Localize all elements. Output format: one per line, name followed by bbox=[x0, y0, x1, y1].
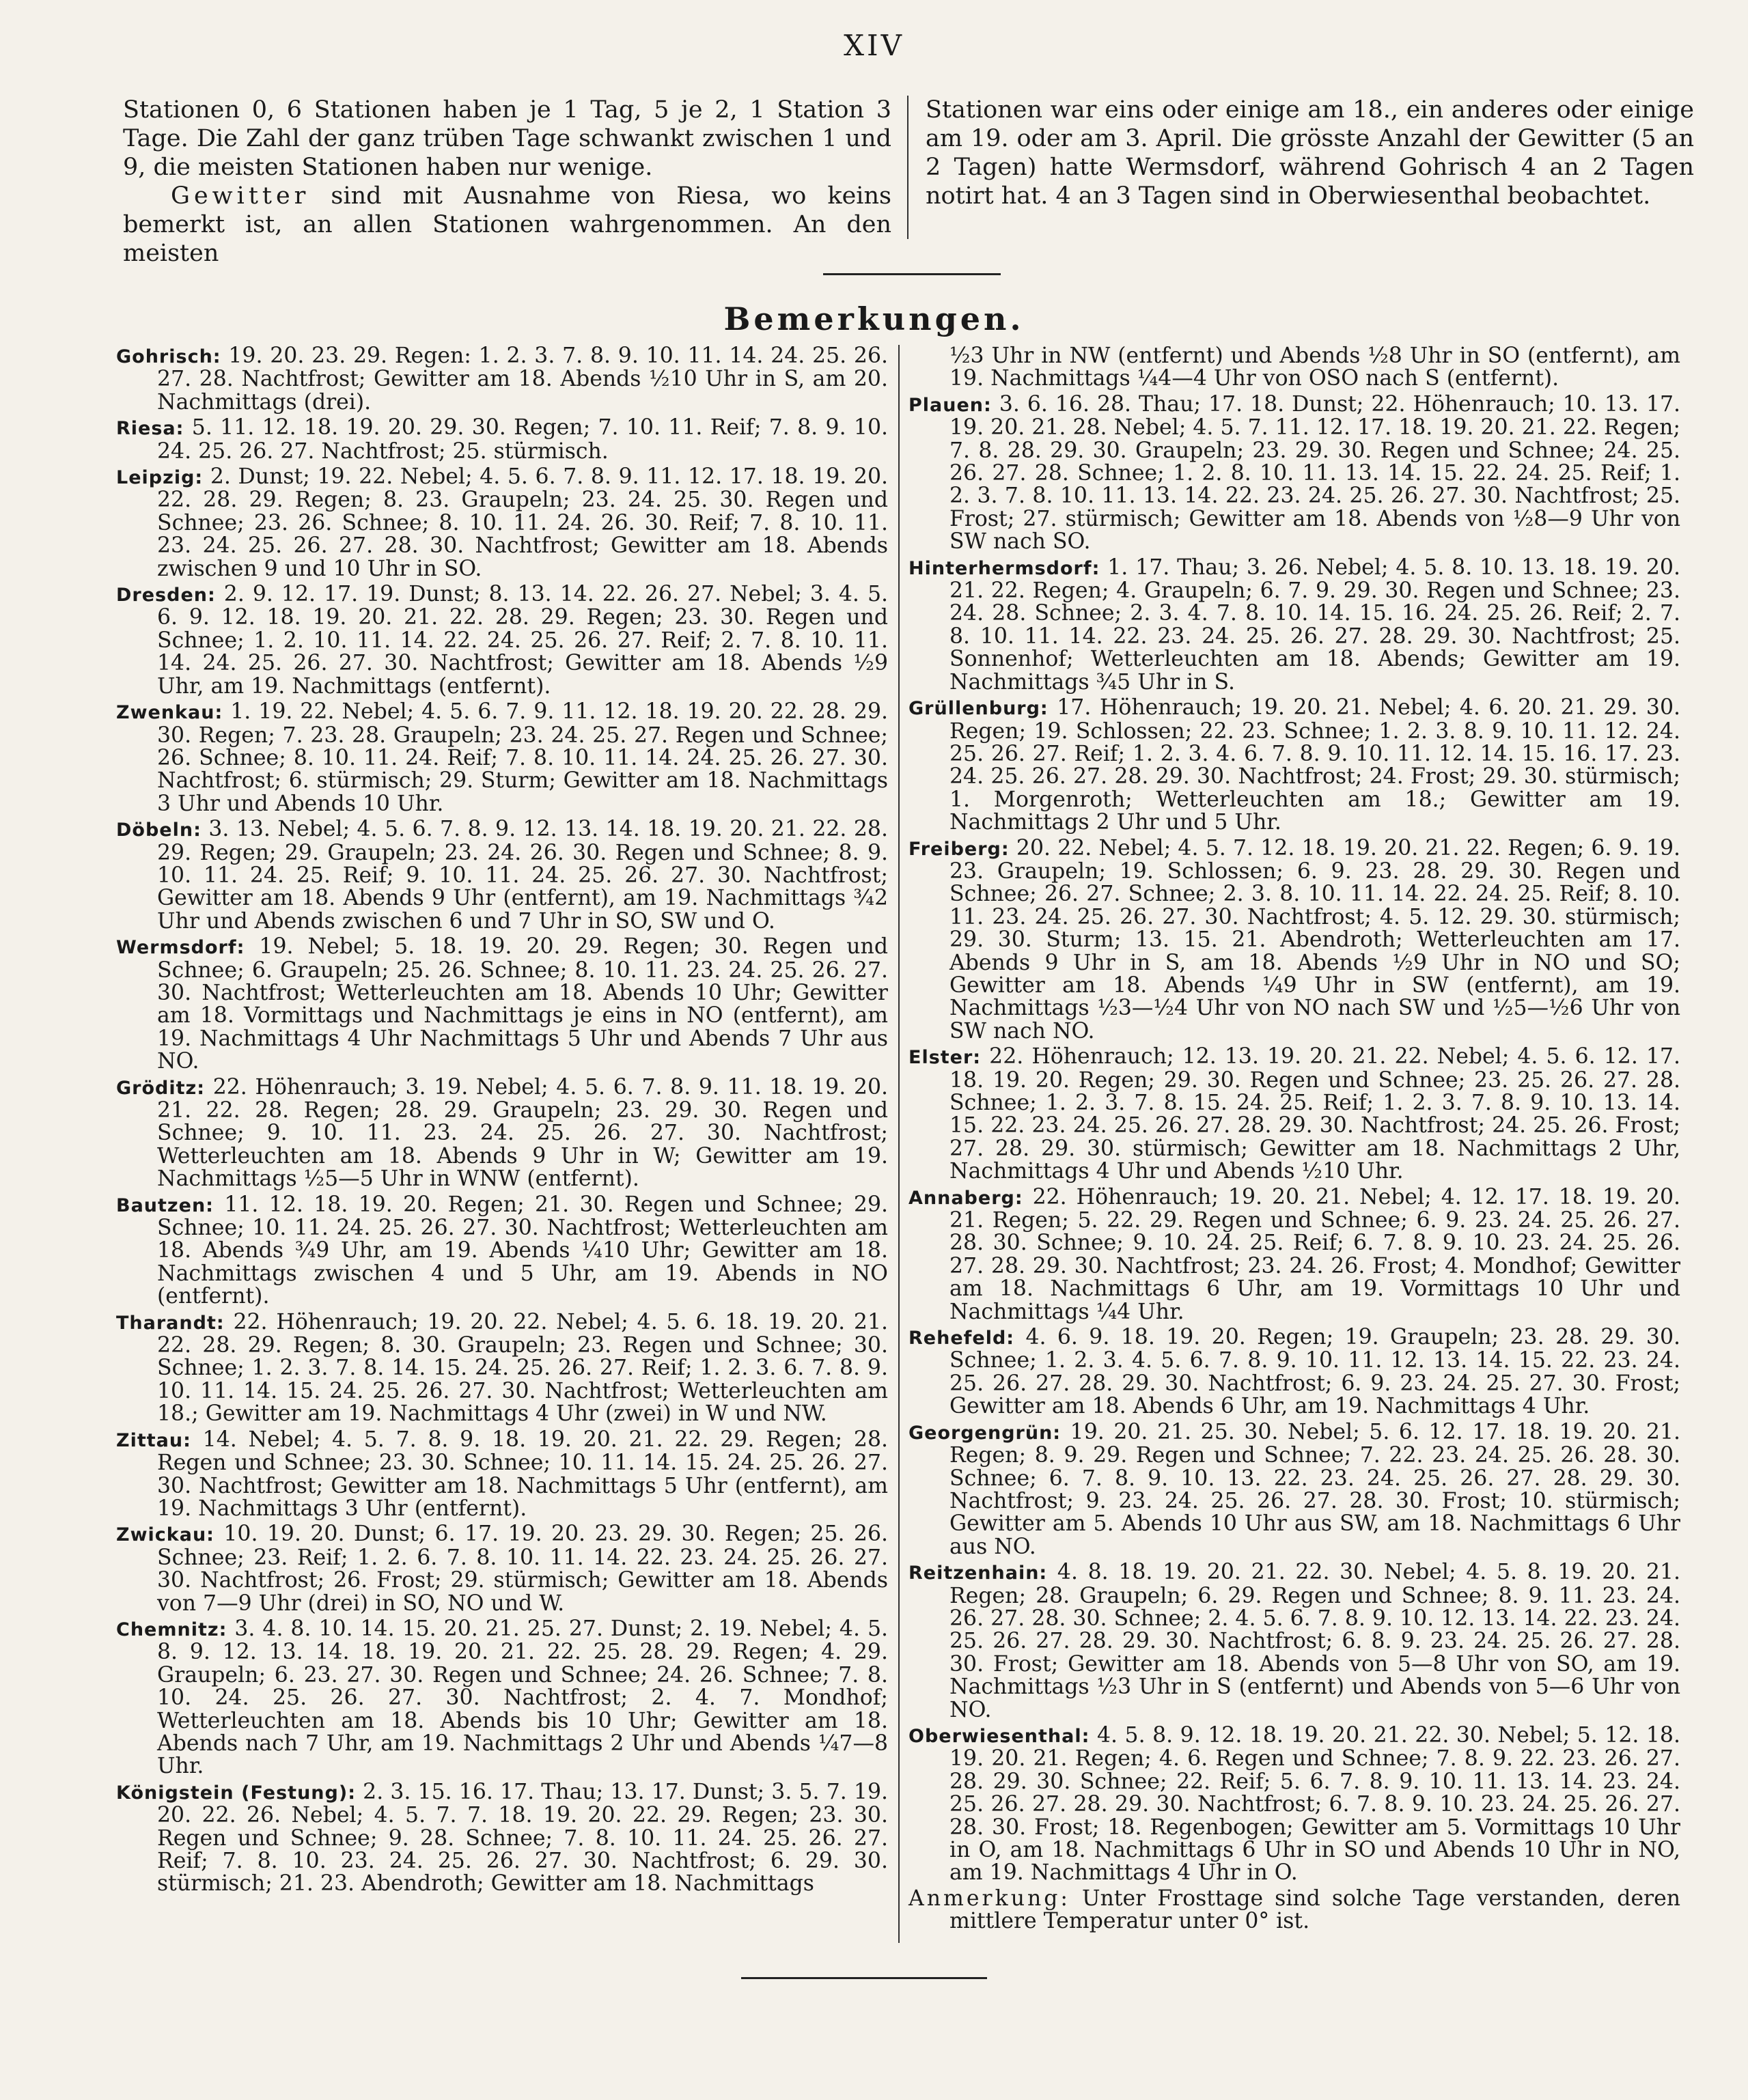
footnote-text: Unter Frosttage sind solche Tage verstanden, deren mittlere Temperatur unter 0° ist. bbox=[949, 1886, 1681, 1934]
station-entry bbox=[116, 1618, 888, 1778]
station-text: 10. 19. 20. Dunst; 6. 17. 19. 20. 23. 29. 30. Regen; 25. 26. Schnee; 23. Reif; 1. 2. 6. 7. 8. 10. 11. 14. 22. 23. 24. 25. 26. 27. 30. Nachtfrost; 26. Frost; 29. stürmisch; Gewitter am 18. Abends von 7—9 Uhr (drei) in SO, NO und W. bbox=[157, 1522, 889, 1616]
station-entry bbox=[116, 345, 888, 414]
remarks-section bbox=[116, 345, 1708, 1943]
station-entry bbox=[908, 697, 1680, 834]
intro-paragraph-2 bbox=[123, 182, 891, 268]
bottom-rule bbox=[741, 1977, 987, 1979]
station-text: 4. 5. 8. 9. 12. 18. 19. 20. 21. 22. 30. Nebel; 5. 12. 18. 19. 20. 21. Regen; 4. 6. Regen und Schnee; 7. 8. 9. 22. 23. 26. 27. 28. 29. 30. Schnee; 22. Reif; 5. 6. 7. 8. 9. 10. 11. 13. 14. 23. 24. 25. 26. 27. 28. 29. 30. Nachtfrost; 6. 7. 8. 9. 10. 23. 24. 25. 26. 27. 28. 30. Frost; 18. Regenbogen; Gewitter am 5. Vormittags 10 Uhr in O, am 18. Nachmittags 6 Uhr in SO und Abends 10 Uhr in NO, am 19. Nachmittags 4 Uhr in O. bbox=[949, 1722, 1680, 1886]
station-name: Zwickau: bbox=[116, 1524, 214, 1546]
station-text: 1. 19. 22. Nebel; 4. 5. 6. 7. 9. 11. 12. 18. 19. 20. 22. 28. 29. 30. Regen; 7. 23. 28. Graupeln; 23. 24. 25. 27. Regen und Schnee; 26. Schnee; 8. 10. 11. 24. Reif; 7. 8. 10. 11. 14. 24. 25. 26. 27. 30. Nachtfrost; 6. stürmisch; 29. Sturm; Gewitter am 18. Nachmittags 3 Uhr und Abends 10 Uhr. bbox=[157, 699, 889, 816]
station-text: 4. 6. 9. 18. 19. 20. Regen; 19. Graupeln; 23. 28. 29. 30. Schnee; 1. 2. 3. 4. 5. 6. 7. 8. 9. 10. 11. 12. 13. 14. 15. 22. 23. 24. 25. 26. 27. 28. 29. 30. Nachtfrost; 6. 9. 23. 24. 25. 27. 30. Frost; Gewitter am 18. Abends 6 Uhr, am 19. Nachmittags 4 Uhr. bbox=[949, 1325, 1680, 1419]
station-entry bbox=[116, 701, 888, 815]
station-text: 5. 11. 12. 18. 19. 20. 29. 30. Regen; 7. 10. 11. Reif; 7. 8. 9. 10. 24. 25. 26. 27. Nachtfrost; 25. stürmisch. bbox=[157, 415, 888, 464]
station-text: 3. 6. 16. 28. Thau; 17. 18. Dunst; 22. Höhenrauch; 10. 13. 17. 19. 20. 21. 28. Nebel; 4. 5. 7. 11. 12. 17. 18. 19. 20. 21. 22. Regen; 7. 8. 28. 29. 30. Graupeln; 23. 29. 30. Regen und Schnee; 24. 25. 26. 27. 28. Schnee; 1. 2. 8. 10. 11. 13. 14. 15. 22. 24. 25. Reif; 1. 2. 3. 7. 8. 10. 11. 13. 14. 22. 23. 24. 25. 26. 27. 30. Nachtfrost; 25. Frost; 27. stürmisch; Gewitter am 18. Abends von ½8—9 Uhr von SW nach SO. bbox=[949, 391, 1680, 555]
station-text: 2. 9. 12. 17. 19. Dunst; 8. 13. 14. 22. 26. 27. Nebel; 3. 4. 5. 6. 9. 12. 18. 19. 20. 21. 22. 28. 29. Regen; 23. 30. Regen und Schnee; 1. 2. 10. 11. 14. 22. 24. 25. 26. 27. Reif; 2. 7. 8. 10. 11. 14. 24. 25. 26. 27. 30. Nachtfrost; Gewitter am 18. Abends ½9 Uhr, am 19. Nachmittags (entfernt). bbox=[157, 582, 888, 699]
station-name: Plauen: bbox=[908, 394, 992, 416]
station-name: Dresden: bbox=[116, 585, 216, 606]
station-entry bbox=[908, 557, 1680, 694]
station-text: 22. Höhenrauch; 19. 20. 21. Nebel; 4. 12. 17. 18. 19. 20. 21. Regen; 5. 22. 29. Regen und Schnee; 6. 9. 23. 24. 25. 26. 27. 28. 30. Schnee; 9. 10. 24. 25. Reif; 6. 7. 8. 9. 10. 23. 24. 25. 26. 27. 28. 29. 30. Nachtfrost; 23. 24. 26. Frost; 4. Mondhof; Gewitter am 18. Nachmittags 6 Uhr, am 19. Vormittags 10 Uhr und Nachmittags ¼4 Uhr. bbox=[949, 1184, 1680, 1324]
footnote bbox=[908, 1888, 1680, 1933]
station-name: Rehefeld: bbox=[908, 1328, 1015, 1349]
station-entry bbox=[116, 1429, 888, 1521]
station-text: 17. Höhenrauch; 19. 20. 21. Nebel; 4. 6. 20. 21. 29. 30. Regen; 19. Schlossen; 22. 23. Schnee; 1. 2. 3. 8. 9. 10. 11. 12. 24. 25. 26. 27. Reif; 1. 2. 3. 4. 6. 7. 8. 9. 10. 11. 12. 14. 15. 16. 17. 23. 24. 25. 26. 27. 28. 29. 30. Nachtfrost; 24. Frost; 29. 30. stürmisch; 1. Morgenroth; Wetterleuchten am 18.; Gewitter am 19. Nachmittags 2 Uhr und 5 Uhr. bbox=[949, 695, 1680, 835]
station-entry bbox=[116, 1523, 888, 1615]
station-entry bbox=[116, 1194, 888, 1308]
page-number: XIV bbox=[844, 29, 904, 62]
station-entry bbox=[116, 1781, 888, 1896]
station-name: Georgengrün: bbox=[908, 1422, 1062, 1444]
station-text: 3. 4. 8. 10. 14. 15. 20. 21. 25. 27. Dunst; 2. 19. Nebel; 4. 5. 8. 9. 12. 13. 14. 18. 19. 20. 21. 22. 25. 28. 29. Regen; 4. 29. Graupeln; 6. 23. 27. 30. Regen und Schnee; 24. 26. Schnee; 7. 8. 10. 24. 25. 26. 27. 30. Nachtfrost; 2. 4. 7. Mondhof; Wetterleuchten am 18. Abends bis 10 Uhr; Gewitter am 18. Abends nach 7 Uhr, am 19. Nachmittags 2 Uhr und Abends ¼7—8 Uhr. bbox=[157, 1616, 889, 1779]
station-name: Leipzig: bbox=[116, 467, 204, 489]
intro-term-gewitter: Gewitter bbox=[171, 182, 310, 210]
station-name: Zwenkau: bbox=[116, 702, 223, 724]
station-text: 19. 20. 23. 29. Regen: 1. 2. 3. 7. 8. 9. 10. 11. 14. 24. 25. 26. 27. 28. Nachtfrost; Gewitter am 18. Abends ½10 Uhr in S, am 20. Nachmittags (drei). bbox=[157, 344, 889, 415]
footnote-label: Anmerkung: bbox=[908, 1886, 1071, 1911]
station-text: 2. Dunst; 19. 22. Nebel; 4. 5. 6. 7. 8. 9. 11. 12. 17. 18. 19. 20. 22. 28. 29. Regen; 8. 23. Graupeln; 23. 24. 25. 30. Regen und Schnee; 23. 26. Schnee; 8. 10. 11. 24. 26. 30. Reif; 7. 8. 10. 11. 23. 24. 25. 26. 27. 28. 30. Nachtfrost; Gewitter am 18. Abends zwischen 9 und 10 Uhr in SO. bbox=[157, 464, 888, 581]
station-entry bbox=[908, 1421, 1680, 1558]
station-name: Wermsdorf: bbox=[116, 937, 245, 959]
station-text: 22. Höhenrauch; 3. 19. Nebel; 4. 5. 6. 7. 8. 9. 11. 18. 19. 20. 21. 22. 28. Regen; 28. 29. Graupeln; 23. 29. 30. Regen und Schnee; 9. 10. 11. 23. 24. 25. 26. 27. 30. Nachtfrost; Wetterleuchten am 18. Abends 9 Uhr in W; Gewitter am 19. Nachmittags ½5—5 Uhr in WNW (entfernt). bbox=[157, 1074, 888, 1192]
station-entry bbox=[908, 393, 1680, 554]
station-name: Elster: bbox=[908, 1047, 982, 1069]
station-name: Bautzen: bbox=[116, 1194, 214, 1216]
station-name: Döbeln: bbox=[116, 820, 202, 841]
station-text: 19. 20. 21. 25. 30. Nebel; 5. 6. 12. 17. 18. 19. 20. 21. Regen; 8. 9. 29. Regen und Schnee; 7. 22. 23. 24. 25. 26. 28. 30. Schnee; 6. 7. 8. 9. 10. 13. 22. 23. 24. 25. 26. 27. 28. 29. 30. Nachtfrost; 9. 23. 24. 25. 26. 27. 28. 30. Frost; 10. stürmisch; Gewitter am 5. Abends 10 Uhr aus SW, am 18. Nachmittags 6 Uhr aus NO. bbox=[949, 1419, 1680, 1559]
station-name: Reitzenhain: bbox=[908, 1563, 1048, 1584]
intro-left-column bbox=[123, 96, 891, 268]
intro-section bbox=[123, 96, 1694, 267]
station-text: 1. 17. Thau; 3. 26. Nebel; 4. 5. 8. 10. 13. 18. 19. 20. 21. 22. Regen; 4. Graupeln; 6. 7. 9. 29. 30. Regen und Schnee; 23. 24. 28. Schnee; 2. 3. 4. 7. 8. 10. 14. 15. 16. 24. 25. 26. Reif; 2. 7. 8. 10. 11. 14. 22. 23. 24. 25. 26. 27. 28. 29. 30. Nachtfrost; 25. Sonnenhof; Wetterleuchten am 18. Abends; Gewitter am 19. Nachmittags ¾5 Uhr in S. bbox=[949, 555, 1680, 695]
station-text: 22. Höhenrauch; 19. 20. 22. Nebel; 4. 5. 6. 18. 19. 20. 21. 22. 28. 29. Regen; 8. 30. Graupeln; 23. Regen und Schnee; 30. Schnee; 1. 2. 3. 7. 8. 14. 15. 24. 25. 26. 27. Reif; 1. 2. 3. 6. 7. 8. 9. 10. 11. 14. 15. 24. 25. 26. 27. 30. Nachtfrost; Wetterleuchten am 18.; Gewitter am 19. Nachmittags 4 Uhr (zwei) in W und NW. bbox=[157, 1309, 888, 1427]
station-entry bbox=[908, 837, 1680, 1044]
station-entry bbox=[116, 417, 888, 463]
station-name: Oberwiesenthal: bbox=[908, 1725, 1090, 1747]
station-text: 4. 8. 18. 19. 20. 21. 22. 30. Nebel; 4. 5. 8. 19. 20. 21. Regen; 28. Graupeln; 6. 29. Regen und Schnee; 8. 9. 11. 23. 24. 26. 27. 28. 30. Schnee; 2. 4. 5. 6. 7. 8. 9. 10. 12. 13. 14. 22. 23. 24. 25. 26. 27. 28. 29. 30. Nachtfrost; 6. 8. 9. 23. 24. 25. 26. 27. 28. 30. Frost; Gewitter am 18. Abends von 5—8 Uhr von SO, am 19. Nachmittags ½3 Uhr in S (entfernt) und Abends von 5—6 Uhr von NO. bbox=[949, 1560, 1681, 1722]
station-text: 19. Nebel; 5. 18. 19. 20. 29. Regen; 30. Regen und Schnee; 6. Graupeln; 25. 26. Schnee; 8. 10. 11. 23. 24. 25. 26. 27. 30. Nachtfrost; Wetterleuchten am 18. Abends 10 Uhr; Gewitter am 18. Vormittags und Nachmittags je eins in NO (entfernt), am 19. Nachmittags 4 Uhr Nachmittags 5 Uhr und Abends 7 Uhr aus NO. bbox=[157, 934, 889, 1074]
station-text: 11. 12. 18. 19. 20. Regen; 21. 30. Regen und Schnee; 29. Schnee; 10. 11. 24. 25. 26. 27. 30. Nachtfrost; Wetterleuchten am 18. Abends ¾9 Uhr, am 19. Abends ¼10 Uhr; Gewitter am 18. Nachmittags zwischen 4 und 5 Uhr, am 19. Abends in NO (entfernt). bbox=[157, 1192, 888, 1309]
station-text: 20. 22. Nebel; 4. 5. 7. 12. 18. 19. 20. 21. 22. Regen; 6. 9. 19. 23. Graupeln; 19. Schlossen; 6. 9. 23. 28. 29. 30. Regen und Schnee; 26. 27. Schnee; 2. 3. 8. 10. 11. 14. 22. 24. 25. Reif; 8. 10. 11. 23. 24. 25. 26. 27. 30. Nachtfrost; 4. 5. 12. 29. 30. stürmisch; 29. 30. Sturm; 13. 15. 21. Abendroth; Wetterleuchten am 17. Abends 9 Uhr in S, am 18. Abends ½9 Uhr in NO und SO; Gewitter am 18. Abends ¼9 Uhr in SW (entfernt), am 19. Nachmittags ½3—½4 Uhr von NO nach SW und ½5—½6 Uhr von SW nach NO. bbox=[949, 835, 1680, 1044]
remarks-column-divider bbox=[898, 345, 900, 1943]
station-entry bbox=[116, 1076, 888, 1191]
intro-right-column bbox=[926, 96, 1694, 210]
station-name: Grüllenburg: bbox=[908, 698, 1049, 720]
station-entry bbox=[116, 583, 888, 698]
intro-paragraph-1: Stationen 0, 6 Stationen haben je 1 Tag, 5 je 2, 1 Station 3 Tage. Die Zahl der ganz trüben Tage schwankt zwischen 1 und 9, die meisten Stationen haben nur wenige. bbox=[123, 96, 891, 181]
remarks-left-column bbox=[116, 345, 888, 1899]
section-heading: Bemerkungen. bbox=[723, 300, 1025, 337]
station-text: 14. Nebel; 4. 5. 7. 8. 9. 18. 19. 20. 21. 22. 29. Regen; 28. Regen und Schnee; 23. 30. Schnee; 10. 11. 14. 15. 24. 25. 26. 27. 30. Nachtfrost; Gewitter am 18. Nachmittags 5 Uhr (entfernt), am 19. Nachmittags 3 Uhr (entfernt). bbox=[157, 1427, 889, 1521]
station-name: Gohrisch: bbox=[116, 346, 221, 367]
continuation-text: ½3 Uhr in NW (entfernt) und Abends ½8 Uhr in SO (entfernt), am 19. Nachmittags ¼4—4 Uhr von OSO nach S (entfernt). bbox=[949, 344, 1680, 391]
station-text: 2. 3. 15. 16. 17. Thau; 13. 17. Dunst; 3. 5. 7. 19. 20. 22. 26. Nebel; 4. 5. 7. 7. 18. 19. 20. 22. 29. Regen; 23. 30. Regen und Schnee; 9. 28. Schnee; 7. 8. 10. 11. 24. 25. 26. 27. Reif; 7. 8. 10. 23. 24. 25. 26. 27. 30. Nachtfrost; 6. 29. 30. stürmisch; 21. 23. Abendroth; Gewitter am 18. Nachmittags bbox=[157, 1779, 889, 1896]
remarks-right-column bbox=[908, 345, 1680, 1933]
station-entry bbox=[908, 1561, 1680, 1722]
station-name: Freiberg: bbox=[908, 838, 1010, 860]
station-text: 22. Höhenrauch; 12. 13. 19. 20. 21. 22. Nebel; 4. 5. 6. 12. 17. 18. 19. 20. Regen; 29. 30. Regen und Schnee; 23. 25. 26. 27. 28. Schnee; 1. 2. 3. 7. 8. 15. 24. 25. Reif; 1. 2. 3. 7. 8. 9. 10. 13. 14. 15. 22. 23. 24. 25. 26. 27. 28. 29. 30. Nachtfrost; 24. 25. 26. Frost; 27. 28. 29. 30. stürmisch; Gewitter am 18. Nachmittags 2 Uhr, Nachmittags 4 Uhr und Abends ½10 Uhr. bbox=[949, 1044, 1680, 1184]
station-name: Gröditz: bbox=[116, 1077, 206, 1099]
station-name: Annaberg: bbox=[908, 1187, 1023, 1209]
station-name: Chemnitz: bbox=[116, 1619, 227, 1640]
station-entry bbox=[116, 466, 888, 580]
station-name: Tharandt: bbox=[116, 1312, 225, 1334]
intro-column-divider bbox=[907, 96, 908, 239]
station-name: Hinterhermsdorf: bbox=[908, 557, 1100, 579]
station-entry bbox=[908, 1326, 1680, 1418]
intro-paragraph-2-rest: sind mit Ausnahme von Riesa, wo keins bemerkt ist, an allen Stationen wahrgenommen. An den meisten bbox=[123, 182, 891, 267]
station-entry bbox=[908, 1046, 1680, 1183]
station-name: Zittau: bbox=[116, 1429, 191, 1451]
station-name: Königstein (Festung): bbox=[116, 1782, 356, 1804]
station-entry bbox=[116, 936, 888, 1073]
section-rule bbox=[823, 273, 1001, 275]
station-entry bbox=[908, 1724, 1680, 1885]
station-entry bbox=[116, 1311, 888, 1426]
station-entry bbox=[908, 1186, 1680, 1324]
station-entry bbox=[116, 818, 888, 933]
intro-right-text: Stationen war eins oder einige am 18., ein anderes oder einige am 19. oder am 3. April. Die grösste Anzahl der Gewitter (5 an 2 Tagen) hatte Wermsdorf, während Gohrisch 4 an 2 Tagen notirt hat. 4 an 3 Tagen sind in Oberwiesenthal beobachtet. bbox=[926, 96, 1694, 210]
station-name: Riesa: bbox=[116, 418, 184, 440]
station-text: 3. 13. Nebel; 4. 5. 6. 7. 8. 9. 12. 13. 14. 18. 19. 20. 21. 22. 28. 29. Regen; 29. Graupeln; 23. 24. 26. 30. Regen und Schnee; 8. 9. 10. 11. 24. 25. Reif; 9. 10. 11. 24. 25. 26. 27. 30. Nachtfrost; Gewitter am 18. Abends 9 Uhr (entfernt), am 19. Nachmittags ¾2 Uhr und Abends zwischen 6 und 7 Uhr in SO, SW und O. bbox=[157, 817, 888, 934]
